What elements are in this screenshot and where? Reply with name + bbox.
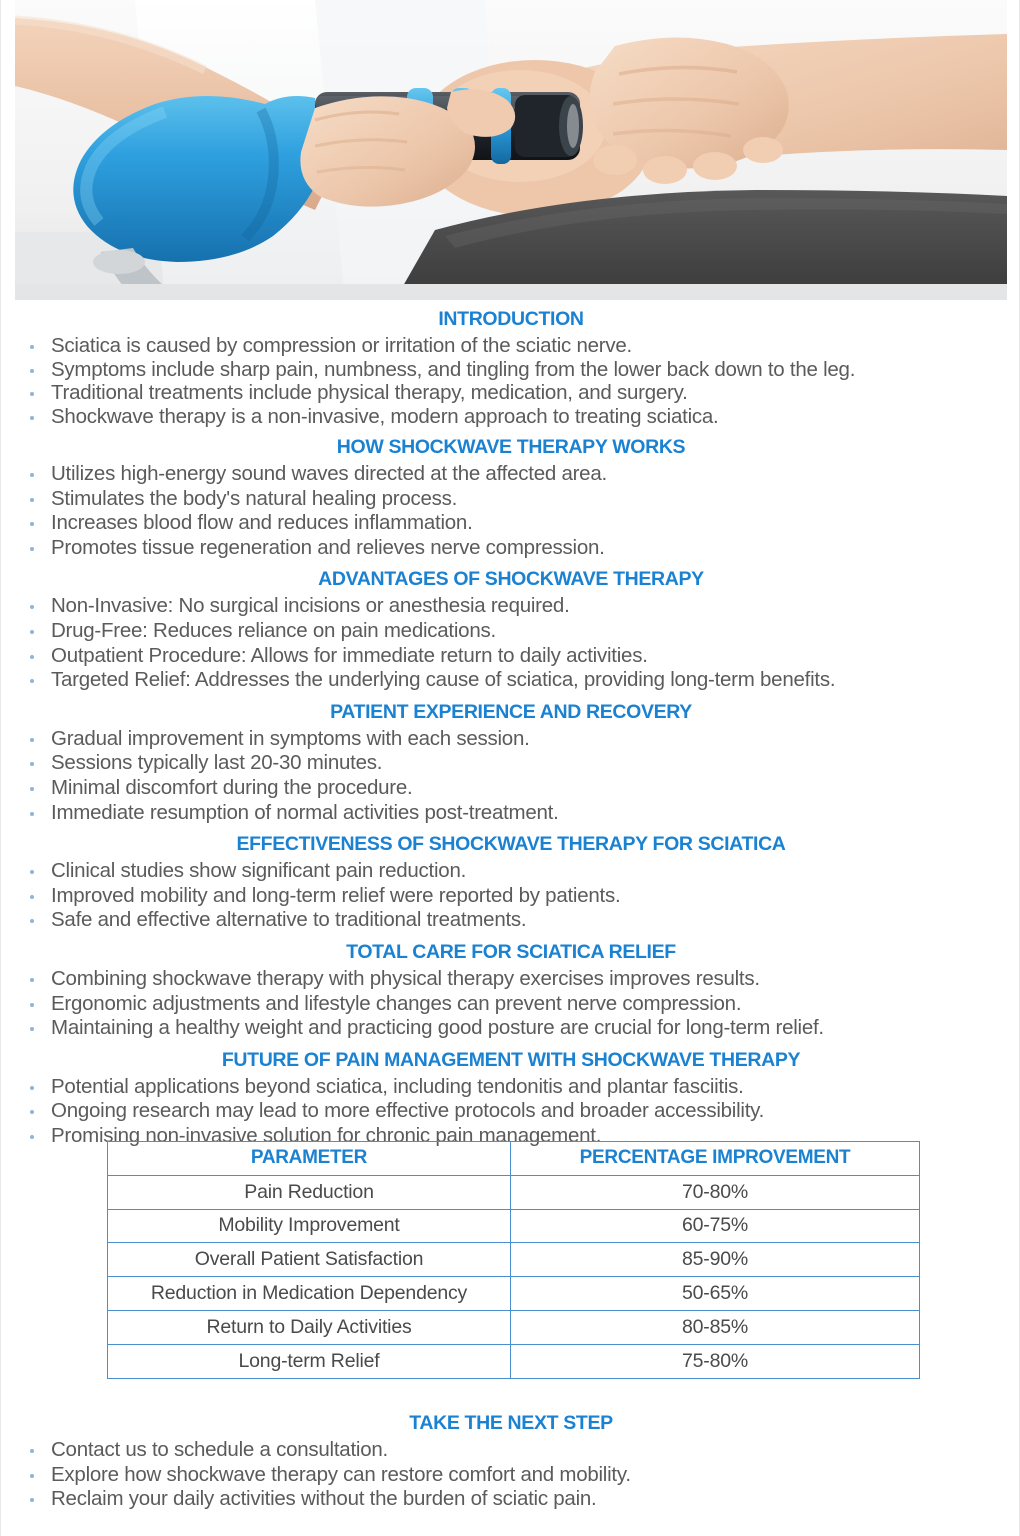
list-item: Targeted Relief: Addresses the underlying cause of sciatica, providing long-term benefits.: [23, 668, 1020, 693]
table-row: [108, 1175, 920, 1209]
section-title: PATIENT EXPERIENCE AND RECOVERY: [330, 700, 692, 723]
list-item: Drug-Free: Reduces reliance on pain medications.: [23, 619, 1020, 644]
list-item: Outpatient Procedure: Allows for immediate return to daily activities.: [23, 644, 1020, 669]
list-item: Minimal discomfort during the procedure.: [23, 776, 1020, 801]
cell-parameter: Pain Reduction: [108, 1175, 511, 1209]
list-item: Potential applications beyond sciatica, including tendonitis and plantar fasciitis.: [23, 1075, 1020, 1100]
table-row: [108, 1243, 920, 1277]
list-item: Gradual improvement in symptoms with each session.: [23, 727, 1020, 752]
table-row: [108, 1277, 920, 1311]
cell-parameter: Long-term Relief: [108, 1344, 511, 1378]
cell-percentage: 60-75%: [511, 1209, 920, 1243]
bullet-list: [1, 1438, 1020, 1512]
section-future: [1, 1041, 1020, 1149]
table-header-row: [108, 1142, 920, 1176]
list-item: Sciatica is caused by compression or irritation of the sciatic nerve.: [23, 334, 1020, 358]
bullet-list: [1, 462, 1020, 560]
column-header-percentage-improvement: PERCENTAGE IMPROVEMENT: [511, 1142, 920, 1176]
list-item: Utilizes high-energy sound waves directed at the affected area.: [23, 462, 1020, 487]
section-take-the-next-step: [1, 1404, 1020, 1512]
list-item: Stimulates the body's natural healing process.: [23, 487, 1020, 512]
table-row: [108, 1344, 920, 1378]
cell-percentage: 70-80%: [511, 1175, 920, 1209]
list-item: Explore how shockwave therapy can restore comfort and mobility.: [23, 1463, 1020, 1488]
list-item: Promising non-invasive solution for chronic pain management.: [23, 1124, 1020, 1149]
results-table-wrapper: [107, 1141, 919, 1379]
bullet-list: [1, 1075, 1020, 1149]
section-title: ADVANTAGES OF SHOCKWAVE THERAPY: [318, 568, 704, 591]
list-item: Clinical studies show significant pain reduction.: [23, 859, 1020, 884]
list-item: Traditional treatments include physical therapy, medication, and surgery.: [23, 381, 1020, 405]
list-item: Contact us to schedule a consultation.: [23, 1438, 1020, 1463]
hero-illustration: [15, 0, 1007, 300]
bullet-list: [1, 967, 1020, 1041]
section-how-it-works: [1, 428, 1020, 560]
list-item: Reclaim your daily activities without the burden of sciatic pain.: [23, 1487, 1020, 1512]
section-patient-experience: [1, 693, 1020, 825]
bullet-list: [1, 594, 1020, 692]
list-item: Improved mobility and long-term relief were reported by patients.: [23, 884, 1020, 909]
list-item: Increases blood flow and reduces inflammation.: [23, 511, 1020, 536]
content-body: [1, 300, 1020, 1148]
section-title: INTRODUCTION: [438, 308, 584, 330]
list-item: Sessions typically last 20-30 minutes.: [23, 751, 1020, 776]
table-row: [108, 1310, 920, 1344]
bullet-list: [1, 859, 1020, 933]
cell-percentage: 80-85%: [511, 1310, 920, 1344]
list-item: Non-Invasive: No surgical incisions or anesthesia required.: [23, 594, 1020, 619]
list-item: Shockwave therapy is a non-invasive, modern approach to treating sciatica.: [23, 405, 1020, 429]
list-item: Ongoing research may lead to more effective protocols and broader accessibility.: [23, 1099, 1020, 1124]
cell-percentage: 75-80%: [511, 1344, 920, 1378]
section-introduction: [1, 300, 1020, 428]
section-title: HOW SHOCKWAVE THERAPY WORKS: [336, 436, 686, 458]
section-title: EFFECTIVENESS OF SHOCKWAVE THERAPY FOR SCIATICA: [236, 833, 786, 856]
column-header-parameter: PARAMETER: [108, 1142, 511, 1176]
list-item: Promotes tissue regeneration and relieves nerve compression.: [23, 536, 1020, 561]
section-title: TOTAL CARE FOR SCIATICA RELIEF: [346, 940, 676, 963]
cell-parameter: Mobility Improvement: [108, 1209, 511, 1243]
section-effectiveness: [1, 825, 1020, 933]
results-table: [107, 1141, 920, 1379]
hero-photo: [15, 0, 1007, 300]
section-total-care: [1, 933, 1020, 1041]
list-item: Immediate resumption of normal activities post-treatment.: [23, 801, 1020, 826]
cell-parameter: Return to Daily Activities: [108, 1310, 511, 1344]
list-item: Safe and effective alternative to traditional treatments.: [23, 908, 1020, 933]
section-title: FUTURE OF PAIN MANAGEMENT WITH SHOCKWAVE THERAPY: [221, 1048, 801, 1071]
section-title: TAKE THE NEXT STEP: [409, 1412, 613, 1434]
list-item: Combining shockwave therapy with physical therapy exercises improves results.: [23, 967, 1020, 992]
cell-parameter: Reduction in Medication Dependency: [108, 1277, 511, 1311]
list-item: Symptoms include sharp pain, numbness, and tingling from the lower back down to the leg.: [23, 358, 1020, 382]
cell-percentage: 85-90%: [511, 1243, 920, 1277]
table-row: [108, 1209, 920, 1243]
list-item: Maintaining a healthy weight and practicing good posture are crucial for long-term relief.: [23, 1016, 1020, 1041]
cell-percentage: 50-65%: [511, 1277, 920, 1311]
cell-parameter: Overall Patient Satisfaction: [108, 1243, 511, 1277]
section-advantages: [1, 560, 1020, 692]
bullet-list: [1, 727, 1020, 825]
list-item: Ergonomic adjustments and lifestyle changes can prevent nerve compression.: [23, 992, 1020, 1017]
bullet-list: [1, 334, 1020, 428]
